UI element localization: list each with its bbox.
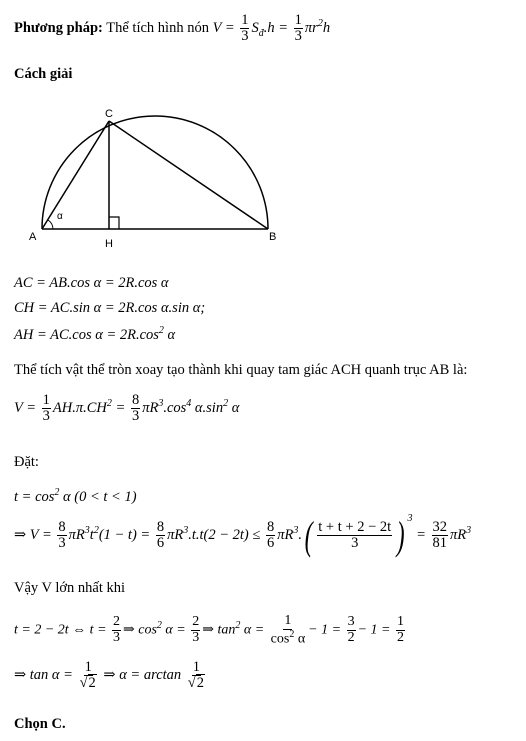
segment-cb — [109, 121, 268, 229]
volume-intro: Thể tích vật thể tròn xoay tạo thành khi quay tam giác ACH quanh trục AB là: — [14, 362, 468, 378]
method-line — [14, 13, 330, 44]
segment-ac — [42, 121, 109, 229]
alpha-arc — [48, 220, 53, 229]
label-c: C — [105, 108, 113, 120]
eq-ah: AH = AC.cos $\alpha = 2R.\cos^2$ α — [14, 325, 176, 343]
max-label: Vậy V lớn nhất khi — [14, 580, 126, 596]
volume-formula: V = $\frac{1}{3}$ $AH.\pi.CH^2$ = $\frac{8}{3}$ $\pi R^3.\cos^4$ $\alpha.\sin^2$ α — [14, 392, 240, 425]
semicircle-arc — [42, 116, 268, 229]
set-label: Đặt: — [14, 454, 39, 470]
semicircle-figure — [20, 100, 290, 250]
method-text: Thể tích hình nón — [106, 20, 209, 37]
solution-heading: Cách giải — [14, 66, 73, 82]
label-b: B — [269, 231, 277, 243]
label-alpha: α — [57, 211, 63, 222]
cone-volume-formula: V = $\frac{1}{3}$ $S_đ.h$ = $\frac{1}{3}$ $\pi r^2h$ — [212, 12, 331, 45]
solve-line: t = 2 − 2t ⇔ t = $\frac{2}{3}$ ⇒ $\cos^2 \alpha$ = $\frac{2}{3}$ ⇒ $\tan^2 \alpha$ = $\frac{1}{\cos^2 \alpha}$ − 1 = $\frac{3}{2}$ − 1 = $\frac{1}{2}$ — [14, 613, 404, 647]
tan-line: ⇒ tan α = $\frac{1}{√2}$ ⇒ α = arctan $\frac{1}{√2}$ — [14, 659, 205, 692]
inequality-line: ⇒ V = $\frac{8}{3}$ $\pi R^3t^2(1 - t)$ = $\frac{8}{6}$ $\pi R^3.t.t(2 - 2t)$ ≤ $\frac{8}{6}$ $\pi R^3$.( $\frac{t + t + 2 - 2t}{3}$ ) $^3$ = $\frac{32}{81}$ $\pi R^3$ — [14, 512, 472, 558]
label-a: A — [29, 231, 37, 243]
right-angle-marker — [109, 217, 119, 229]
label-h: H — [105, 238, 113, 250]
answer: Chọn C. — [14, 716, 66, 732]
substitution: $t = \cos^2 \alpha$ (0 < t < 1) — [14, 487, 137, 505]
eq-ac: AC = AB.cos α = 2R.cos α — [14, 275, 169, 291]
eq-ch: CH = AC.sin α = 2R.cos α.sin α; — [14, 300, 206, 316]
method-label: Phương pháp: — [14, 20, 103, 37]
